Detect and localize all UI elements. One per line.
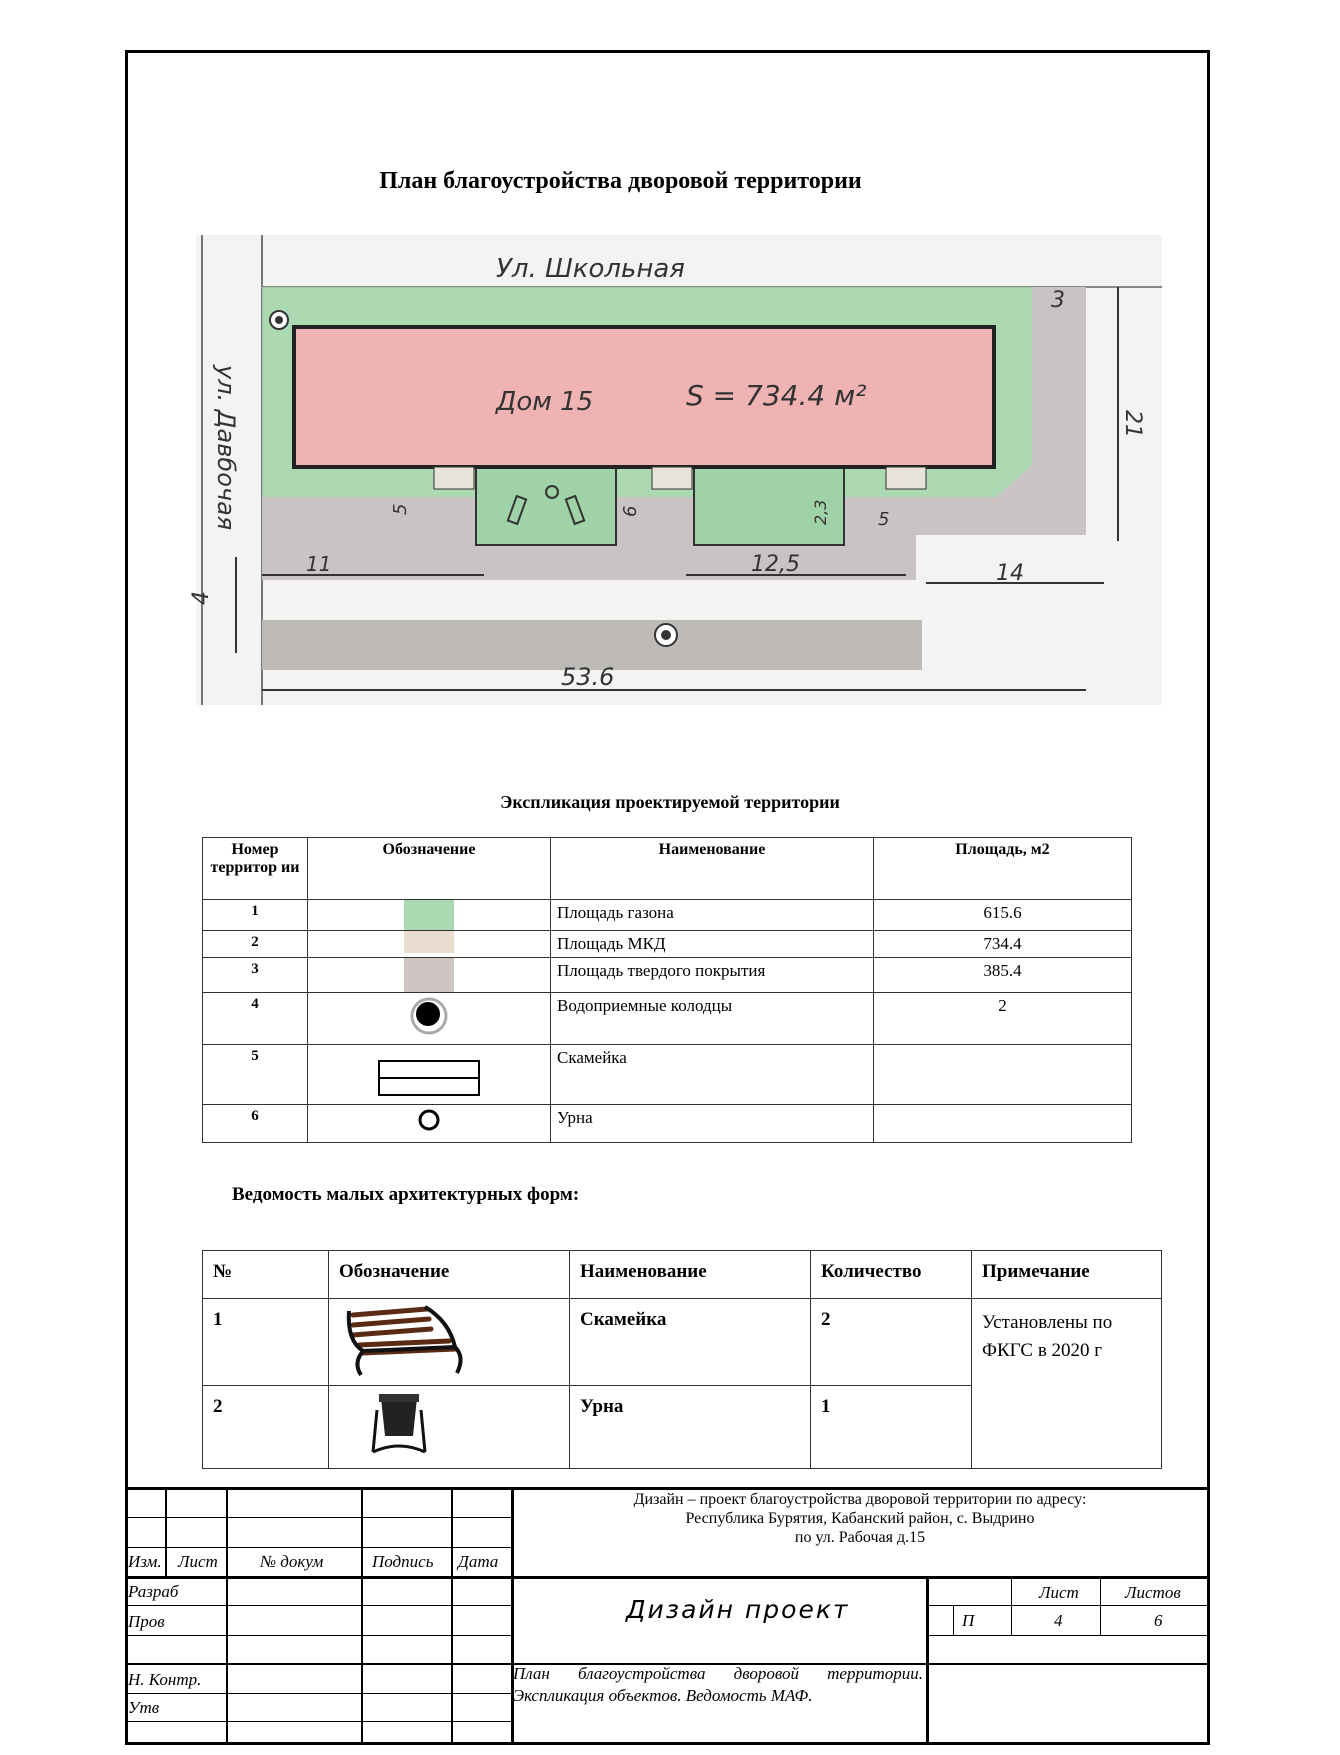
stamp-sheets: 6: [1154, 1611, 1163, 1630]
stamp-address-line-2: Республика Бурятия, Кабанский район, с. Выдрино: [685, 1510, 1035, 1527]
plan-dim-6: 6: [620, 505, 641, 517]
stamp-project: Дизайн проект: [626, 1595, 850, 1624]
plan-street-left: ул. Давбочая: [212, 365, 240, 531]
ex-area: 615.6: [874, 900, 1132, 931]
plan-dim-23: 2,3: [811, 499, 830, 525]
ex-name: Площадь газона: [551, 900, 874, 931]
plan-dim-536: 53.6: [561, 663, 615, 691]
plan-dim-14: 14: [996, 561, 1024, 586]
maf-symbol: [329, 1299, 570, 1386]
plan-dim-5b: 5: [878, 509, 890, 530]
table-row: [203, 958, 1132, 993]
table-row: [203, 900, 1132, 931]
stamp-address-line-1: Дизайн – проект благоустройства дворовой территории по адресу:: [633, 1491, 1087, 1508]
site-plan: [189, 235, 1162, 705]
maf-num: 2: [203, 1386, 329, 1469]
porch-2: [652, 467, 692, 489]
ex-num: 5: [203, 1045, 308, 1105]
ex-symbol: [308, 958, 551, 993]
stamp-sheet-label: Лист: [1039, 1583, 1079, 1602]
page-title: План благоустройства дворовой территории: [379, 168, 862, 194]
plan-street-top: Ул. Школьная: [496, 254, 685, 284]
maf-qty: 2: [811, 1299, 972, 1386]
ex-header-name: Наименование: [551, 838, 874, 900]
maf-header-qty: Количество: [811, 1251, 972, 1299]
ex-num: 2: [203, 931, 308, 958]
ex-header-area: Площадь, м2: [874, 838, 1132, 900]
maf-header-symbol: Обозначение: [329, 1251, 570, 1299]
lawn-island-1: [476, 467, 616, 545]
maf-note: Установлены по ФКГС в 2020 г: [972, 1299, 1162, 1469]
ex-symbol: [308, 993, 551, 1045]
house-swatch: [404, 931, 454, 953]
paving-swatch: [404, 958, 454, 992]
explication-title: Экспликация проектируемой территории: [500, 792, 840, 812]
plan-house-label: Дом 15: [496, 387, 594, 417]
ex-header-symbol: Обозначение: [308, 838, 551, 900]
ex-area: 734.4: [874, 931, 1132, 958]
stamp-nkontr: Н. Контр.: [128, 1670, 202, 1689]
ex-name: Водоприемные колодцы: [551, 993, 874, 1045]
maf-name: Урна: [570, 1386, 811, 1469]
plan-dim-right-top: 3: [1051, 288, 1065, 313]
ex-num: 6: [203, 1105, 308, 1143]
maf-qty: 1: [811, 1386, 972, 1469]
lawn-swatch: [404, 900, 454, 930]
stamp-doc: № докум: [260, 1552, 324, 1571]
stamp-izm: Изм.: [128, 1552, 162, 1571]
porch-1: [434, 467, 474, 489]
ex-symbol: [308, 931, 551, 958]
house-footprint: [294, 327, 994, 467]
stamp-stage: П: [962, 1611, 975, 1630]
stamp-sign: Подпись: [372, 1552, 434, 1571]
ex-header-num: Номер территор ии: [203, 838, 308, 900]
urn-icon: [359, 1390, 439, 1458]
ex-area: 2: [874, 993, 1132, 1045]
ex-symbol: [308, 1105, 551, 1143]
stamp-list: Лист: [178, 1552, 218, 1571]
ex-area: [874, 1105, 1132, 1143]
stamp-razrab: Разраб: [128, 1582, 179, 1601]
stamp-date: Дата: [458, 1552, 499, 1571]
stamp-address-line-3: по ул. Рабочая д.15: [794, 1529, 926, 1546]
ex-num: 1: [203, 900, 308, 931]
ex-name: Площадь МКД: [551, 931, 874, 958]
stamp-utv: Утв: [128, 1698, 160, 1717]
ex-name: Площадь твердого покрытия: [551, 958, 874, 993]
table-row: [203, 1299, 1162, 1386]
plan-dim-right: 21: [1120, 410, 1145, 438]
plan-dim-125: 12,5: [751, 552, 800, 577]
table-row: [203, 993, 1132, 1045]
bench-symbol-icon: [378, 1060, 480, 1096]
plan-dim-11: 11: [306, 552, 332, 576]
ex-name: Скамейка: [551, 1045, 874, 1105]
maf-table: [202, 1250, 1162, 1469]
ex-name: Урна: [551, 1105, 874, 1143]
ex-area: 385.4: [874, 958, 1132, 993]
maf-header-note: Примечание: [972, 1251, 1162, 1299]
stamp-sheet: 4: [1054, 1611, 1063, 1630]
maf-header-num: №: [203, 1251, 329, 1299]
ex-num: 3: [203, 958, 308, 993]
explication-table: [202, 837, 1132, 1143]
bench-icon: [339, 1301, 469, 1377]
porch-3: [886, 467, 926, 489]
maf-num: 1: [203, 1299, 329, 1386]
plan-manhole-1-fill: [275, 316, 283, 324]
table-row: [203, 1045, 1132, 1105]
plan-dim-left: 4: [189, 591, 214, 605]
ex-symbol: [308, 900, 551, 931]
ex-symbol: [308, 1045, 551, 1105]
plan-area-label: S = 734.4 м²: [686, 379, 867, 412]
maf-symbol: [329, 1386, 570, 1469]
maf-name: Скамейка: [570, 1299, 811, 1386]
manhole-icon: [409, 996, 449, 1036]
stamp-sheets-label: Листов: [1125, 1583, 1181, 1602]
plan-manhole-2-fill: [661, 630, 671, 640]
stamp-description: План благоустройства дворовой территории. Экспликация объектов. Ведомость МАФ.: [513, 1664, 923, 1705]
stamp-address: [512, 1490, 1208, 1547]
urn-symbol-icon: [417, 1108, 441, 1132]
plan-dim-5a: 5: [390, 503, 411, 515]
table-row: [203, 931, 1132, 958]
ex-num: 4: [203, 993, 308, 1045]
stamp-prov: Пров: [128, 1612, 165, 1631]
table-row: [203, 1105, 1132, 1143]
maf-header-name: Наименование: [570, 1251, 811, 1299]
maf-title: Ведомость малых архитектурных форм:: [232, 1184, 580, 1205]
ex-area: [874, 1045, 1132, 1105]
